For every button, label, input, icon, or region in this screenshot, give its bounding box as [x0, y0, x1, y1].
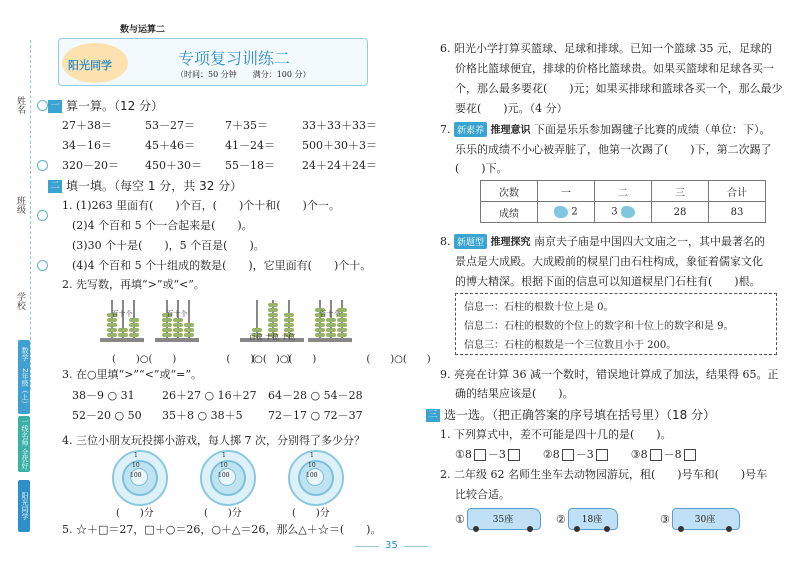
option-2-part: ②8	[542, 448, 560, 461]
q8-line-3: 的博大精深。根据下面的信息可以知道棂星门石柱有( )根。	[455, 275, 761, 288]
table-header-cell: 合计	[709, 181, 766, 202]
ring-value: 10	[220, 462, 228, 469]
abacus	[100, 296, 144, 346]
abacus-bead	[184, 333, 194, 337]
abacus-label: 百十个	[166, 310, 188, 318]
table-row	[481, 202, 766, 223]
name-label: 姓名	[15, 96, 25, 114]
q9-line-1: 9. 亮亮在计算 36 减一个数时，错误地计算成了加法，结果得 65。正	[440, 368, 779, 381]
abacus-label: 百十个	[319, 310, 341, 318]
q7-line-2: 乐乐的成绩不小心被弄脏了，他第一次踢了( )下，第二次踢了	[455, 143, 772, 156]
binding-hole	[37, 260, 48, 271]
wheel-icon	[678, 526, 684, 532]
table-header-cell: 次数	[481, 181, 538, 202]
table-cell	[595, 202, 652, 223]
section-2-badge: 二	[48, 180, 62, 193]
wheel-icon	[726, 526, 732, 532]
calc-item: 24＋24＋24＝	[302, 159, 377, 172]
abacus-bead	[284, 323, 294, 327]
binding-hole	[37, 100, 48, 111]
calc-item: 7＋35＝	[225, 119, 268, 132]
c1-text: 1. 下列算式中，差不可能是四十几的是( )。	[440, 428, 672, 441]
compare-item: 35＋8 ○ 38＋5	[162, 409, 243, 422]
q6-line: 个，那么最多要花( )元；如果买排球和篮球各买一个，那么最少	[455, 82, 783, 95]
option-1-part: ①8	[455, 448, 472, 461]
abacus-bead	[173, 323, 183, 327]
blank-box	[562, 449, 574, 461]
abacus-bead	[337, 323, 347, 327]
option-2-part: －3	[575, 448, 594, 461]
section-2-text: 填一填。（每空 1 分，共 32 分）	[66, 179, 243, 193]
calc-item: 55－18＝	[225, 159, 275, 172]
blank-box	[650, 449, 662, 461]
abacus-bead	[107, 323, 117, 327]
q8-tag: 新题型	[454, 234, 487, 249]
calc-item: 34－16＝	[62, 139, 112, 152]
q2-blanks-left: ( )○( ) ( )○( )	[112, 354, 291, 365]
bus-seats: 35座	[492, 515, 514, 525]
table-cell: 83	[709, 202, 766, 223]
compare-item: 52－20 ○ 50	[72, 409, 142, 422]
bus-number: ③	[660, 513, 670, 526]
section-3-text: 选一选。（把正确答案的序号填在括号里）（18 分）	[444, 408, 716, 422]
abacus-bead	[315, 333, 325, 337]
ring-value: 1	[222, 452, 226, 459]
table-cell	[538, 202, 595, 223]
c2-line-2: 比较合适。	[455, 488, 510, 501]
q1-line: (3)30 个十是( )，5 个百是( )。	[72, 239, 265, 252]
section-3-title	[426, 406, 715, 423]
abacus-bead	[118, 328, 128, 332]
calc-item: 33＋33＋33＝	[302, 119, 377, 132]
q8-head	[440, 233, 765, 249]
abacus-bead	[162, 333, 172, 337]
q8-tag-text: 推理探究	[490, 237, 531, 248]
table-header-cell: 二	[595, 181, 652, 202]
abacus	[155, 296, 199, 346]
section-3-badge: 三	[426, 409, 440, 422]
q7-tag-text: 推理意识	[490, 125, 531, 136]
q2-text: 2. 先写数，再填“>”或“<”。	[62, 278, 205, 291]
table-header-cell: 三	[652, 181, 709, 202]
abacus-bead	[268, 308, 278, 312]
ring-value: 1	[310, 452, 314, 459]
info-line: 信息二：石柱的根数的个位上的数字和十位上的数字和是 9。	[464, 321, 734, 332]
compare-item: 64－28 ○ 54－28	[268, 389, 363, 402]
bus-seats: 18座	[581, 515, 603, 525]
c1-options	[455, 446, 698, 462]
binding-hole	[37, 210, 48, 221]
compare-item: 38－9 ○ 31	[72, 389, 135, 402]
abacus-bead	[129, 333, 139, 337]
abacus-base	[100, 338, 144, 342]
wheel-icon	[527, 526, 533, 532]
blank-box	[508, 449, 520, 461]
score-table	[480, 180, 766, 223]
abacus-label: 百位 十位 个位	[248, 333, 296, 341]
c2-line-1: 2. 二年级 62 名师生坐车去动物园游玩，租( )号车和( )号车	[440, 468, 768, 481]
q8-line-2: 景点是大成殿。大成殿前的棂星门由石柱构成，象征着儒家文化	[455, 255, 763, 268]
abacus-bead	[129, 323, 139, 327]
footer-rule	[404, 546, 428, 547]
abacus-bead	[107, 328, 117, 332]
q1-line: (4)4 个百和 5 个十组成的数是( )，它里面有( )个十。	[72, 259, 372, 272]
calc-item: 27＋38＝	[62, 119, 112, 132]
abacus-label: 百十个	[111, 310, 133, 318]
grade-badge: 数学 2年级（上）	[18, 340, 30, 414]
abacus-bead	[268, 303, 278, 307]
ring-value: 100	[130, 472, 142, 479]
q9-line-2: 确的结果应该是( )。	[455, 387, 574, 400]
q7-head	[440, 121, 771, 137]
abacus-bead	[326, 323, 336, 327]
option-1-part: －3	[487, 448, 506, 461]
abacus-bead	[268, 323, 278, 327]
unit-label: 数与运算二	[120, 25, 166, 35]
abacus-bead	[129, 328, 139, 332]
section-2-title	[48, 177, 242, 194]
abacus-bead	[326, 333, 336, 337]
abacus-bead	[315, 323, 325, 327]
blank-box	[684, 449, 696, 461]
wheel-icon	[574, 526, 580, 532]
section-1-badge: 一	[48, 100, 62, 113]
series-badge: 一线名师 全优好卷	[18, 416, 30, 472]
ring-value: 1	[134, 452, 138, 459]
smudge-icon	[554, 206, 568, 218]
logo-text: 阳光同学	[68, 59, 112, 72]
footer-rule	[355, 546, 379, 547]
wheel-icon	[473, 526, 479, 532]
class-label: 班级	[15, 196, 25, 214]
abacus-bead	[326, 328, 336, 332]
q7-line-1: 下面是乐乐参加踢毽子比赛的成绩（单位：下）。	[534, 123, 771, 136]
q5-text: 5. ☆＋□＝27，□＋○＝26，○＋△＝26，那么△＋☆＝( )。	[62, 523, 382, 536]
score-answer: ( )分	[292, 508, 330, 519]
calc-item: 41－24＝	[225, 139, 275, 152]
abacus-bead	[268, 318, 278, 322]
q7-number: 7.	[440, 123, 451, 136]
abacus-bead	[184, 328, 194, 332]
dashed-cut-line	[30, 40, 32, 390]
abacus-bead	[107, 333, 117, 337]
info-line: 信息一：石柱的根数十位上是 0。	[464, 302, 614, 313]
option-3-part: ③8	[630, 448, 648, 461]
table-header-cell: 一	[538, 181, 595, 202]
calc-item: 45＋46＝	[145, 139, 195, 152]
abacus-base	[308, 338, 352, 342]
info-box	[455, 293, 777, 355]
score-answer: ( )分	[116, 508, 154, 519]
compare-item: 72－17 ○ 72－37	[268, 409, 363, 422]
q1-line: (2)4 个百和 5 个一合起来是( )。	[72, 219, 253, 232]
q7-line-3: ( )下。	[455, 162, 508, 175]
option-3-part: －8	[663, 448, 682, 461]
time-score-meta: （时间：50 分钟 满分：100 分）	[176, 70, 311, 79]
page-title: 专项复习训练二	[178, 49, 291, 68]
section-1-text: 算一算。（12 分）	[66, 99, 164, 113]
abacus-bead	[284, 318, 294, 322]
q6-line: 价格比篮球便宜，排球的价格比篮球贵。如果买篮球和足球各买一	[455, 62, 774, 75]
bus-seats: 30座	[694, 515, 716, 525]
ring-value: 100	[306, 472, 318, 479]
abacus-bead	[162, 323, 172, 327]
score-answer: ( )分	[204, 508, 242, 519]
calc-item: 53－27＝	[145, 119, 195, 132]
abacus	[308, 296, 352, 346]
smudge-icon	[621, 206, 635, 218]
compare-item: 26＋27 ○ 16＋27	[162, 389, 257, 402]
cell-value: 3	[611, 206, 618, 218]
abacus-bead	[173, 333, 183, 337]
ring-value: 10	[308, 462, 316, 469]
calc-item: 450＋30＝	[145, 159, 202, 172]
abacus-bead	[173, 328, 183, 332]
abacus-bead	[268, 313, 278, 317]
q3-text: 3. 在○里填“>”“<”或“=”。	[62, 368, 202, 381]
q1-line: 1. (1)263 里面有( )个百，( )个十和( )个一。	[62, 199, 340, 212]
q6-line: 6. 阳光小学打算买篮球、足球和排球。已知一个篮球 35 元，足球的	[440, 42, 772, 55]
abacus-bead	[162, 328, 172, 332]
section-1-title	[48, 97, 163, 114]
blank-box	[474, 449, 486, 461]
q6-line: 要花( )元。（4 分）	[455, 102, 568, 115]
bus-number: ①	[455, 513, 465, 526]
table-header-row	[481, 181, 766, 202]
page-number: 35	[385, 540, 398, 551]
school-label: 学校	[15, 292, 25, 310]
abacus-bead	[315, 328, 325, 332]
q7-tag: 新素养	[454, 122, 487, 137]
calc-item: 500＋30＋3＝	[302, 139, 377, 152]
info-line: 信息三：石柱的根数是一个三位数且小于 200。	[464, 340, 677, 351]
calc-item: 320－20＝	[62, 159, 119, 172]
q2-blanks-right: ( )○( ) ( )○( )	[252, 354, 431, 365]
q8-line-1: 南京夫子庙是中国四大文庙之一，其中最著名的	[534, 235, 766, 248]
abacus-base	[155, 338, 199, 342]
ring-value: 10	[132, 462, 140, 469]
abacus-bead	[337, 328, 347, 332]
brand-badge: 阳光同学	[18, 480, 30, 532]
table-cell: 28	[652, 202, 709, 223]
bus-number: ②	[556, 513, 566, 526]
table-cell: 成绩	[481, 202, 538, 223]
q8-number: 8.	[440, 235, 451, 248]
ring-value: 100	[218, 472, 230, 479]
abacus-bead	[184, 323, 194, 327]
left-binding-strip	[0, 0, 42, 570]
blank-box	[596, 449, 608, 461]
abacus-bead	[337, 333, 347, 337]
abacus-bead	[118, 333, 128, 337]
cell-value: 2	[571, 206, 578, 218]
binding-hole	[37, 160, 48, 171]
q4-text: 4. 三位小朋友玩投掷小游戏，每人掷 7 次，分别得了多少分？	[62, 434, 365, 447]
wheel-icon	[604, 526, 610, 532]
abacus-bead	[284, 313, 294, 317]
